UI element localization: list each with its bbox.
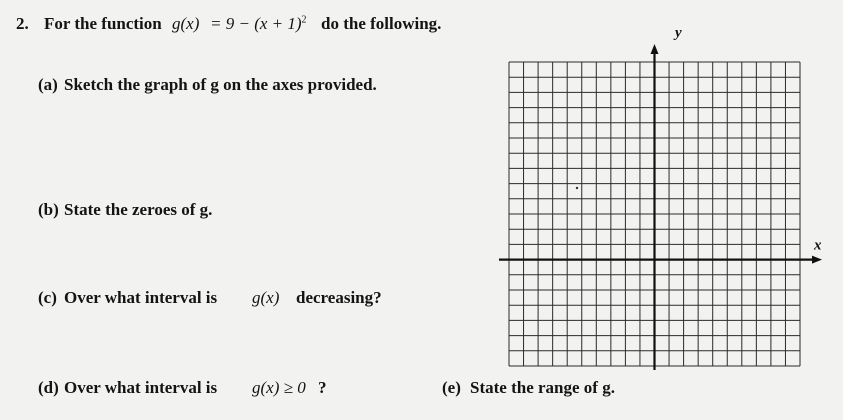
part-d-text: Over what interval is <box>64 378 218 397</box>
part-c-text-end: decreasing? <box>296 288 382 307</box>
part-e-label: (e) <box>442 378 461 397</box>
function-rhs-body: = 9 − (x + 1) <box>210 14 302 33</box>
problem-intro: For the function <box>44 14 162 33</box>
part-c-label: (c) <box>38 288 57 307</box>
y-axis-arrow <box>651 44 659 54</box>
y-axis-label: y <box>675 25 682 41</box>
problem-intro-end: do the following. <box>321 14 442 33</box>
x-axis-label: x <box>814 237 822 254</box>
part-d-text-end: ? <box>318 378 327 397</box>
part-d-math: g(x) ≥ 0 <box>252 378 306 397</box>
problem-number: 2. <box>16 14 29 33</box>
part-b-label: (b) <box>38 200 59 219</box>
part-c-text: Over what interval is <box>64 288 218 307</box>
function-lhs: g(x) <box>172 14 200 33</box>
grid-dot <box>576 187 578 189</box>
part-a-text: Sketch the graph of g on the axes provided. <box>64 75 377 94</box>
part-a-label: (a) <box>38 75 58 94</box>
part-b-text: State the zeroes of g. <box>64 200 213 219</box>
part-e-text: State the range of g. <box>470 378 615 397</box>
x-axis-arrow <box>812 256 822 264</box>
part-d-label: (d) <box>38 378 59 397</box>
function-exponent: 2 <box>301 14 307 26</box>
part-c-math: g(x) <box>252 288 280 307</box>
